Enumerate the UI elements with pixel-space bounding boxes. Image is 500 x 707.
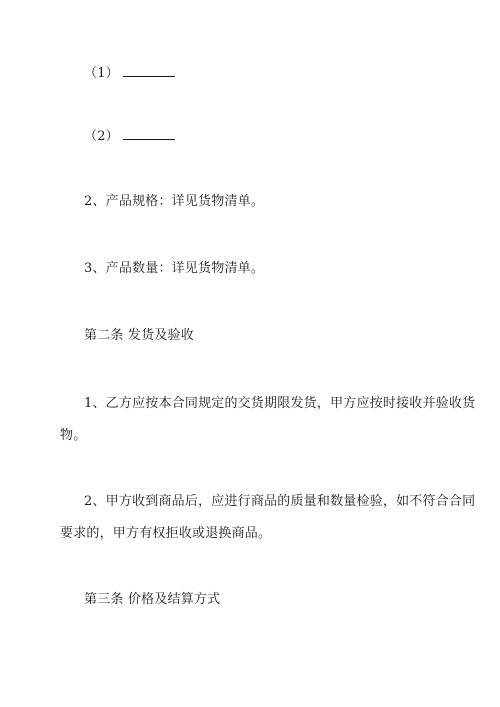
item-1-label: （1） [84, 66, 119, 81]
item-2-blank [123, 127, 175, 140]
product-spec-line: 2、产品规格：详见货物清单。 [84, 194, 265, 209]
article-2-para-1-line-2: 物。 [60, 428, 87, 443]
article-3-title: 第三条 价格及结算方式 [84, 592, 221, 607]
product-quantity-line: 3、产品数量：详见货物清单。 [84, 261, 265, 276]
article-2-para-2-line-1: 2、甲方收到商品后，应进行商品的质量和数量检验，如不符合合同 [84, 494, 476, 509]
article-2-para-2-line-2: 要求的，甲方有权拒收或退换商品。 [60, 526, 272, 541]
item-2-label: （2） [84, 129, 119, 144]
article-2-para-1-line-1: 1、乙方应按本合同规定的交货期限发货，甲方应按时接收并验收货 [84, 396, 476, 411]
article-2-title: 第二条 发货及验收 [84, 328, 194, 343]
item-1-blank-line [84, 64, 175, 82]
item-2-blank-line [84, 127, 175, 145]
item-1-blank [123, 64, 175, 77]
